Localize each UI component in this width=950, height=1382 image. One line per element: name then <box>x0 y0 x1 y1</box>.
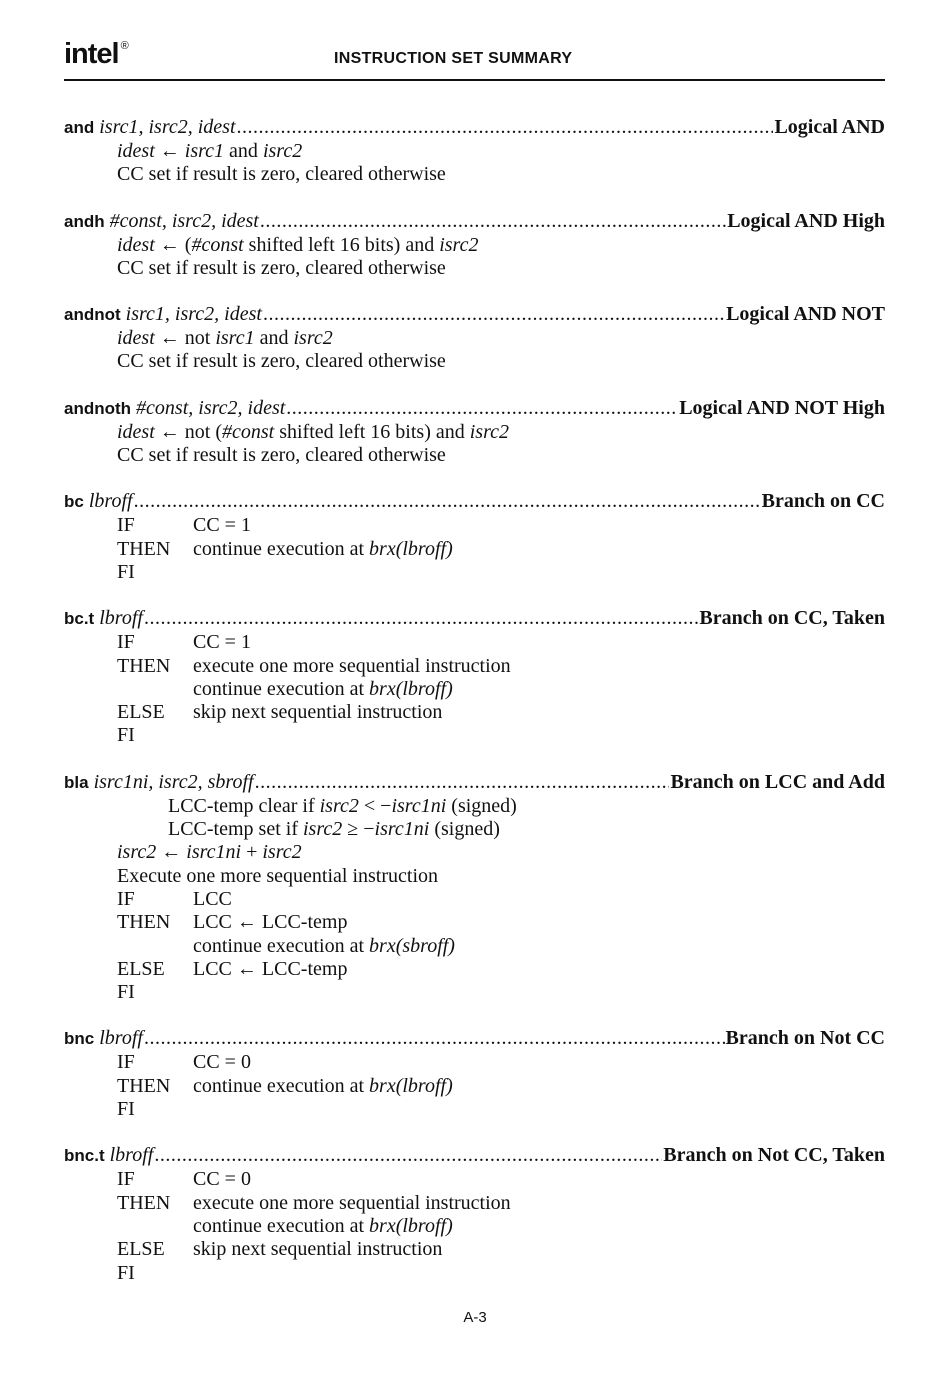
operation-keyword: IF <box>117 1051 135 1074</box>
page-number: A-3 <box>463 1309 487 1326</box>
operation-text: < − <box>358 794 392 817</box>
page-header <box>64 38 885 82</box>
operation-text: continue execution at <box>193 1074 370 1097</box>
instruction-mnemonic: andnot <box>64 305 121 325</box>
instruction-mnemonic: bnc.t <box>64 1146 105 1166</box>
operation-line <box>64 678 885 701</box>
operation-line <box>64 1098 885 1121</box>
instruction-description: Logical AND NOT High <box>679 396 885 419</box>
dot-leader <box>260 210 726 233</box>
dot-leader <box>237 116 774 139</box>
operation-line <box>64 1051 885 1074</box>
operation-keyword: THEN <box>117 654 171 677</box>
instruction-entry <box>64 397 885 468</box>
operation-text: continue execution at <box>193 677 370 700</box>
instruction-mnemonic: and <box>64 118 95 137</box>
operation-keyword: FI <box>117 1098 135 1121</box>
operation-line <box>64 234 885 257</box>
operation-operand: idest <box>117 420 155 443</box>
operation-operand: #const <box>222 420 275 443</box>
instruction-operands: lbroff <box>109 1144 154 1167</box>
intel-logo <box>64 38 128 71</box>
dot-leader <box>286 397 678 420</box>
instruction-heading <box>64 771 885 795</box>
operation-text: continue execution at <box>193 1214 370 1237</box>
instruction-entry <box>64 210 885 281</box>
operation-text: ← <box>156 841 187 864</box>
operation-text: LCC ← LCC-temp <box>193 957 348 980</box>
operation-target: brx(sbroff) <box>369 934 455 957</box>
operation-text: shifted left 16 bits) and <box>243 233 440 256</box>
instruction-operands: lbroff <box>99 1027 143 1050</box>
registered-mark: ® <box>120 40 128 52</box>
operation-line <box>64 327 885 350</box>
instruction-entry <box>64 490 885 584</box>
instruction-operands: isrc1, isrc2, idest <box>99 116 236 138</box>
operation-text: and <box>224 140 263 162</box>
operation-text: shifted left 16 bits) and <box>274 420 470 443</box>
instruction-mnemonic: bla <box>64 772 89 792</box>
instruction-description: Logical AND <box>774 116 885 138</box>
operation-line <box>64 1168 885 1191</box>
operation-line <box>64 888 885 911</box>
page-title: INSTRUCTION SET SUMMARY <box>334 50 573 67</box>
operation-keyword: FI <box>117 981 135 1004</box>
operation-keyword: IF <box>117 887 135 910</box>
instruction-entry <box>64 1027 885 1121</box>
instruction-description: Branch on Not CC <box>725 1027 885 1050</box>
operation-operand: #const <box>191 233 244 256</box>
operation-operand: idest <box>117 233 155 256</box>
logo-text: intel <box>64 38 119 70</box>
operation-keyword: IF <box>117 1168 135 1191</box>
operation-line <box>64 1192 885 1215</box>
instruction-heading <box>64 397 885 421</box>
dot-leader <box>255 771 670 794</box>
operation-text: execute one more sequential instruction <box>193 1191 511 1214</box>
operation-text: CC set if result is zero, cleared otherwise <box>117 163 446 186</box>
operation-line <box>64 865 885 888</box>
instruction-operands: #const, isrc2, idest <box>136 396 286 419</box>
operation-line <box>64 140 885 163</box>
instruction-heading <box>64 607 885 631</box>
operation-line <box>64 514 885 537</box>
operation-keyword: THEN <box>117 537 171 560</box>
instruction-entry <box>64 303 885 374</box>
operation-operand: isrc2 <box>293 327 333 350</box>
operation-text: CC set if result is zero, cleared otherwise <box>117 350 446 373</box>
operation-line <box>64 958 885 981</box>
operation-operand: isrc2 <box>117 841 157 864</box>
operation-text: LCC-temp clear if <box>168 794 320 817</box>
operation-line <box>64 1075 885 1098</box>
operation-operand: isrc2 <box>302 818 343 841</box>
operation-line <box>64 795 885 818</box>
instruction-operands: lbroff <box>88 490 133 513</box>
instruction-entry <box>64 607 885 747</box>
instruction-list <box>64 116 885 1285</box>
operation-text: continue execution at <box>193 934 370 957</box>
operation-keyword: FI <box>117 724 135 747</box>
instruction-description: Logical AND High <box>727 209 885 232</box>
operation-keyword: THEN <box>117 911 171 934</box>
operation-text: ≥ − <box>342 818 375 841</box>
operation-text: LCC-temp set if <box>168 818 303 841</box>
instruction-mnemonic: bc.t <box>64 609 95 629</box>
operation-text: ← not <box>154 327 216 350</box>
operation-operand: isrc1 <box>184 140 225 162</box>
instruction-operands: #const, isrc2, idest <box>109 209 259 232</box>
operation-keyword: ELSE <box>117 701 165 724</box>
operation-line <box>64 818 885 841</box>
instruction-mnemonic: bc <box>64 492 84 512</box>
instruction-heading <box>64 490 885 514</box>
operation-text: ← <box>154 140 185 162</box>
operation-text: skip next sequential instruction <box>193 701 443 724</box>
operation-line <box>64 981 885 1004</box>
operation-text: CC = 0 <box>193 1051 251 1074</box>
operation-keyword: IF <box>117 514 135 537</box>
operation-keyword: ELSE <box>117 957 165 980</box>
operation-text: (signed) <box>429 818 500 841</box>
operation-text: execute one more sequential instruction <box>193 654 511 677</box>
instruction-operands: lbroff <box>99 607 143 630</box>
instruction-description: Branch on Not CC, Taken <box>663 1144 885 1167</box>
operation-operand: isrc1ni <box>391 794 447 817</box>
instruction-heading <box>64 303 885 327</box>
instruction-mnemonic: bnc <box>64 1029 95 1049</box>
operation-keyword: FI <box>117 560 135 583</box>
operation-text: LCC ← LCC-temp <box>193 911 348 934</box>
instruction-mnemonic: andh <box>64 211 105 231</box>
operation-text: Execute one more sequential instruction <box>117 864 439 887</box>
operation-operand: isrc2 <box>319 794 359 817</box>
operation-text: ← ( <box>154 233 192 256</box>
operation-text: LCC <box>193 887 232 910</box>
operation-keyword: FI <box>117 1261 135 1284</box>
instruction-description: Logical AND NOT <box>726 303 885 326</box>
operation-text: + <box>241 841 263 864</box>
operation-text: CC set if result is zero, cleared otherwise <box>117 444 446 467</box>
operation-line <box>64 841 885 864</box>
operation-keyword: ELSE <box>117 1238 165 1261</box>
dot-leader <box>263 303 725 326</box>
operation-keyword: IF <box>117 631 135 654</box>
operation-line <box>64 538 885 561</box>
instruction-mnemonic: andnoth <box>64 398 132 418</box>
operation-text: CC = 1 <box>193 514 251 537</box>
operation-operand: isrc1ni <box>186 841 242 864</box>
operation-line <box>64 1215 885 1238</box>
instruction-operands: isrc1, isrc2, idest <box>125 303 262 326</box>
operation-operand: isrc2 <box>439 233 479 256</box>
instruction-operands: isrc1ni, isrc2, sbroff <box>93 770 254 793</box>
operation-line <box>64 350 885 373</box>
dot-leader <box>144 607 698 630</box>
operation-line <box>64 655 885 678</box>
operation-line <box>64 911 885 934</box>
operation-line <box>64 561 885 584</box>
operation-operand: idest <box>117 327 155 350</box>
operation-operand: isrc2 <box>469 420 510 443</box>
instruction-entry <box>64 771 885 1005</box>
operation-text: CC = 1 <box>193 631 251 654</box>
operation-text: skip next sequential instruction <box>193 1238 443 1261</box>
instruction-heading <box>64 116 885 140</box>
dot-leader <box>144 1027 725 1050</box>
operation-target: brx(lbroff) <box>369 1074 453 1097</box>
instruction-heading <box>64 210 885 234</box>
operation-operand: isrc2 <box>262 841 302 864</box>
operation-text: continue execution at <box>193 537 370 560</box>
operation-target: brx(lbroff) <box>369 677 453 700</box>
instruction-entry <box>64 116 885 187</box>
operation-text: and <box>254 327 294 350</box>
operation-line <box>64 257 885 280</box>
instruction-description: Branch on CC, Taken <box>699 607 885 630</box>
operation-line <box>64 935 885 958</box>
operation-text: ← not ( <box>154 420 222 443</box>
operation-line <box>64 163 885 186</box>
header-rule <box>64 79 885 81</box>
operation-operand: isrc2 <box>262 140 303 162</box>
operation-line <box>64 1262 885 1285</box>
operation-line <box>64 1238 885 1261</box>
instruction-entry <box>64 1144 885 1284</box>
operation-text: CC = 0 <box>193 1168 251 1191</box>
operation-text: (signed) <box>446 794 517 817</box>
instruction-description: Branch on CC <box>761 490 885 513</box>
operation-keyword: THEN <box>117 1191 171 1214</box>
operation-target: brx(lbroff) <box>369 537 453 560</box>
operation-line <box>64 444 885 467</box>
operation-line <box>64 701 885 724</box>
instruction-description: Branch on LCC and Add <box>670 770 885 793</box>
operation-target: brx(lbroff) <box>369 1214 453 1237</box>
instruction-heading <box>64 1027 885 1051</box>
operation-keyword: THEN <box>117 1074 171 1097</box>
operation-line <box>64 724 885 747</box>
operation-operand: idest <box>117 140 155 162</box>
instruction-heading <box>64 1144 885 1168</box>
operation-line <box>64 631 885 654</box>
operation-operand: isrc1 <box>215 327 255 350</box>
dot-leader <box>154 1144 662 1167</box>
operation-operand: isrc1ni <box>374 818 430 841</box>
operation-line <box>64 421 885 444</box>
dot-leader <box>134 490 761 513</box>
operation-text: CC set if result is zero, cleared otherwise <box>117 256 446 279</box>
